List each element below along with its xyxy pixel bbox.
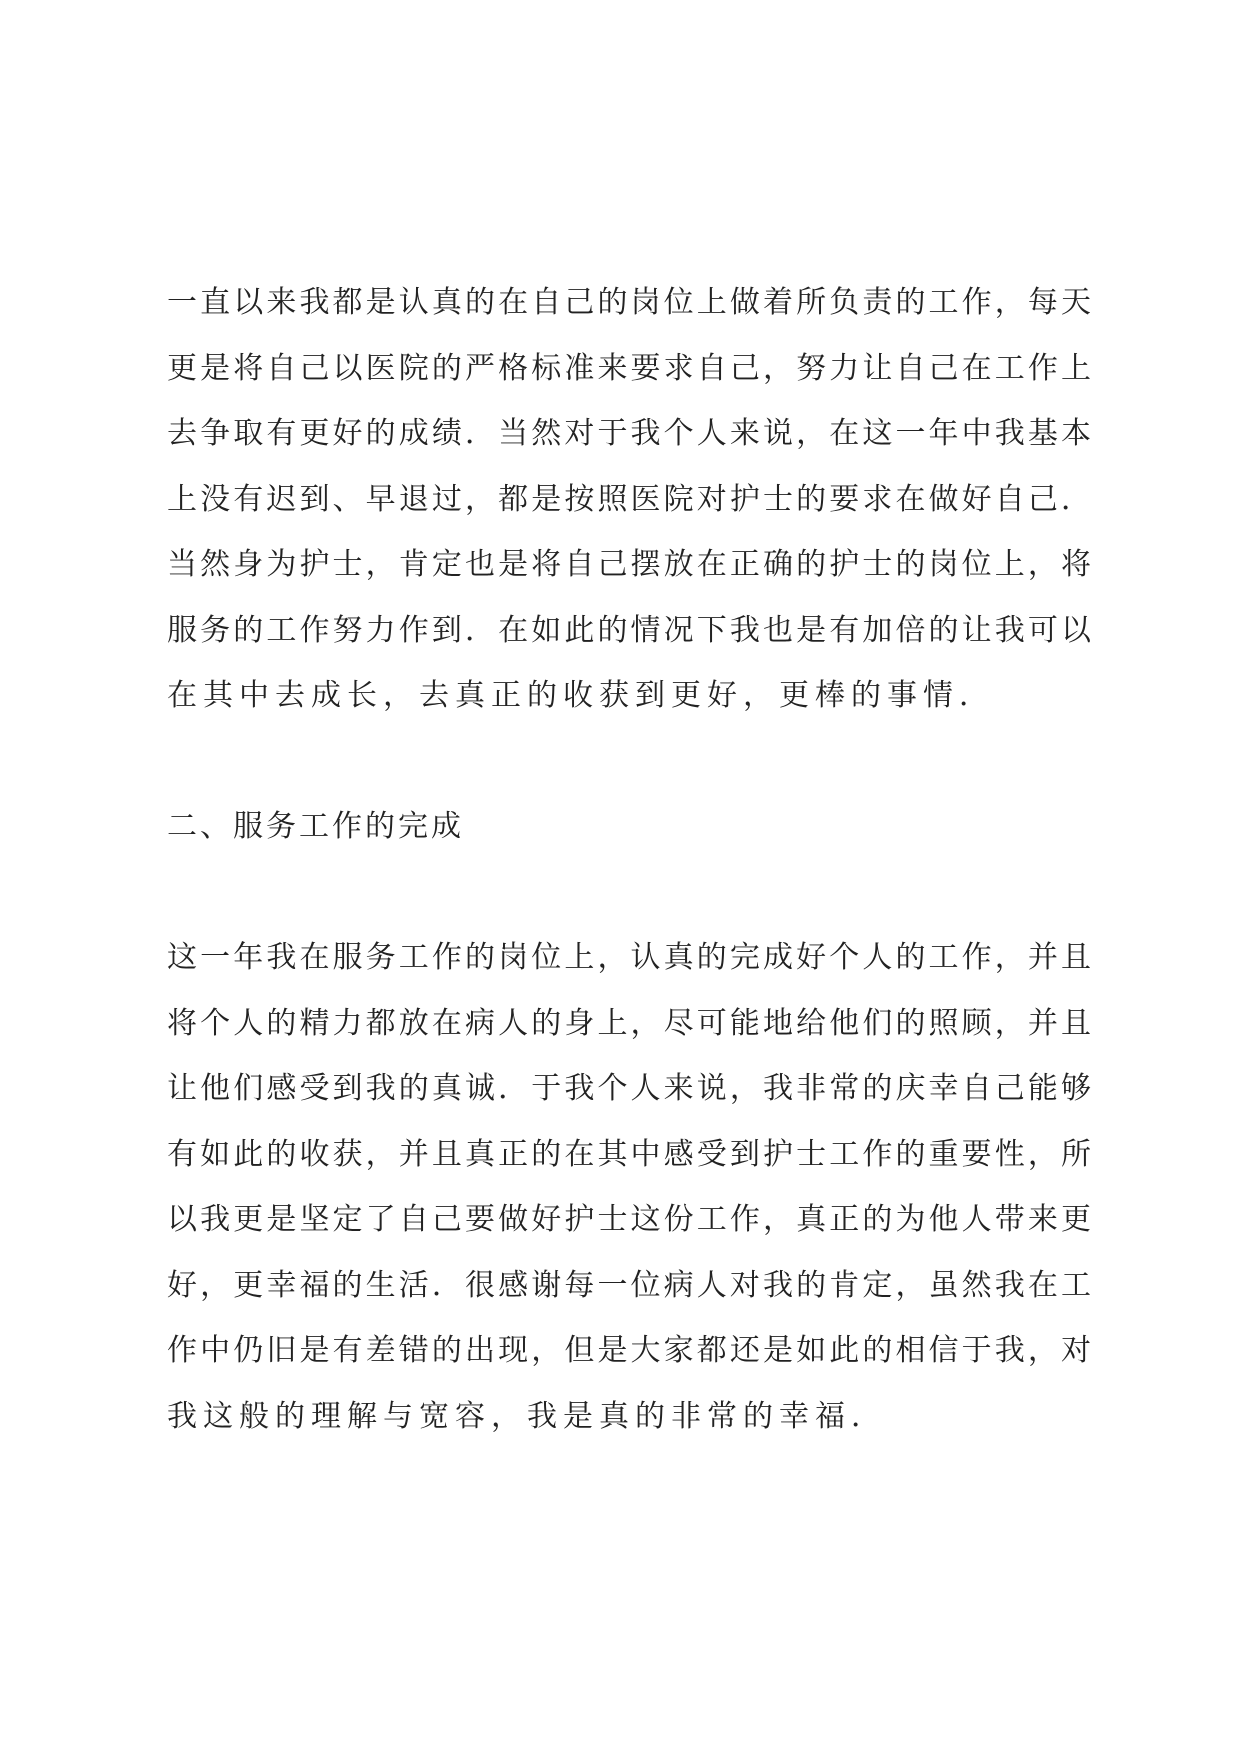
paragraph-line: 这一年我在服务工作的岗位上，认真的完成好个人的工作，并且 xyxy=(167,940,1092,975)
paragraph-line: 上没有迟到、早退过，都是按照医院对护士的要求在做好自己． xyxy=(167,481,1092,517)
paragraph-line: 我这般的理解与宽容，我是真的非常的幸福． xyxy=(167,1398,887,1434)
paragraph-line: 服务的工作努力作到．在如此的情况下我也是有加倍的让我可以 xyxy=(167,612,1092,648)
paragraph-service-work xyxy=(167,940,1092,1464)
paragraph-attendance xyxy=(167,285,1092,744)
document-body xyxy=(167,285,1092,1464)
paragraph-spacer xyxy=(167,875,1092,941)
paragraph-line: 以我更是坚定了自己要做好护士这份工作，真正的为他人带来更 xyxy=(167,1202,1092,1237)
paragraph-line: 一直以来我都是认真的在自己的岗位上做着所负责的工作，每天 xyxy=(167,285,1092,320)
paragraph-line: 更是将自己以医院的严格标准来要求自己，努力让自己在工作上 xyxy=(167,350,1092,386)
paragraph-line: 在其中去成长，去真正的收获到更好，更棒的事情． xyxy=(167,678,995,713)
paragraph-line: 好，更幸福的生活．很感谢每一位病人对我的肯定，虽然我在工 xyxy=(167,1267,1092,1303)
paragraph-line: 将个人的精力都放在病人的身上，尽可能地给他们的照顾，并且 xyxy=(167,1005,1092,1041)
paragraph-line: 有如此的收获，并且真正的在其中感受到护士工作的重要性，所 xyxy=(167,1136,1092,1172)
paragraph-spacer xyxy=(167,744,1092,810)
paragraph-line: 作中仍旧是有差错的出现，但是大家都还是如此的相信于我，对 xyxy=(167,1333,1092,1368)
paragraph-line: 当然身为护士，肯定也是将自己摆放在正确的护士的岗位上，将 xyxy=(167,547,1092,582)
paragraph-line: 让他们感受到我的真诚．于我个人来说，我非常的庆幸自己能够 xyxy=(167,1071,1092,1106)
paragraph-line: 去争取有更好的成绩．当然对于我个人来说，在这一年中我基本 xyxy=(167,416,1092,451)
section-heading: 二、服务工作的完成 xyxy=(167,809,464,844)
